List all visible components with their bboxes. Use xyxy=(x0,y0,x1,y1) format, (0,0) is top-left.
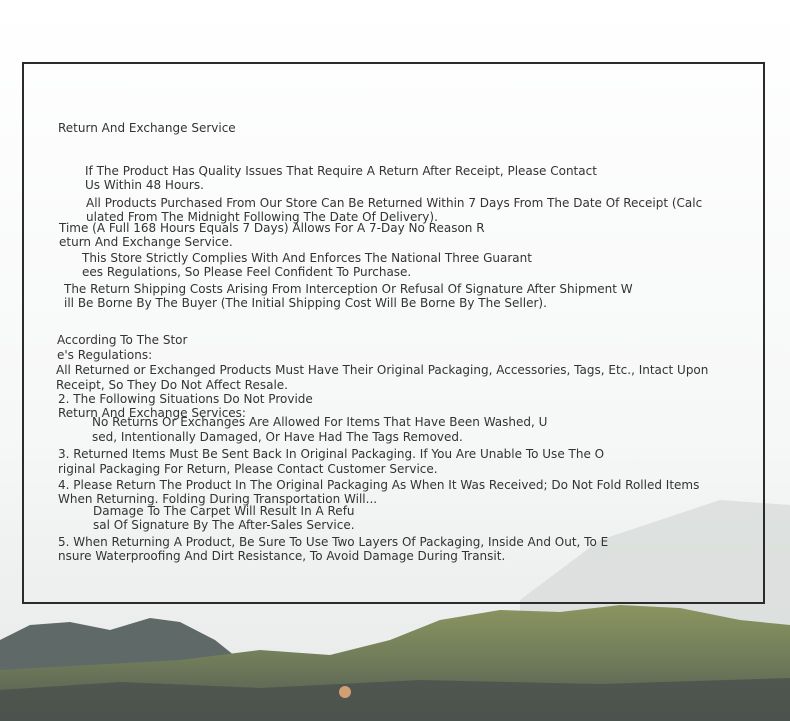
text-line: ulated From The Midnight Following The Date Of Delivery). xyxy=(86,210,438,224)
text-line: Time (A Full 168 Hours Equals 7 Days) Allows For A 7-Day No Reason R xyxy=(59,221,485,235)
section-title: Return And Exchange Service xyxy=(58,121,236,135)
text-line: e's Regulations: xyxy=(57,348,153,362)
text-line: 2. The Following Situations Do Not Provide xyxy=(58,392,313,406)
text-line: This Store Strictly Complies With And Enforces The National Three Guarant xyxy=(82,251,532,265)
text-line: When Returning. Folding During Transportation Will... xyxy=(58,492,378,506)
text-line: sal Of Signature By The After-Sales Service. xyxy=(93,518,355,532)
text-line: 4. Please Return The Product In The Original Packaging As When It Was Received; Do Not Fold Rolled Items xyxy=(58,478,700,492)
text-line: Us Within 48 Hours. xyxy=(85,178,204,192)
text-line: riginal Packaging For Return, Please Contact Customer Service. xyxy=(58,462,438,476)
text-line: Return And Exchange Services: xyxy=(58,406,246,420)
text-line: ill Be Borne By The Buyer (The Initial Shipping Cost Will Be Borne By The Seller). xyxy=(64,296,547,310)
text-line: If The Product Has Quality Issues That Require A Return After Receipt, Please Contact xyxy=(85,164,597,178)
text-line: All Returned or Exchanged Products Must Have Their Original Packaging, Accessories, Tags, Etc., Intact Upon xyxy=(56,363,709,377)
text-line: ees Regulations, So Please Feel Confident To Purchase. xyxy=(82,265,412,279)
text-line: No Returns Or Exchanges Are Allowed For Items That Have Been Washed, U xyxy=(92,415,548,429)
text-line: Receipt, So They Do Not Affect Resale. xyxy=(56,378,288,392)
text-line: The Return Shipping Costs Arising From Interception Or Refusal Of Signature After Shipment W xyxy=(64,282,633,296)
text-line: All Products Purchased From Our Store Can Be Returned Within 7 Days From The Date Of Receipt (Calc xyxy=(86,196,703,210)
text-line: Damage To The Carpet Will Result In A Refu xyxy=(93,504,355,518)
text-line: 3. Returned Items Must Be Sent Back In Original Packaging. If You Are Unable To Use The O xyxy=(58,447,605,461)
text-line: eturn And Exchange Service. xyxy=(59,235,233,249)
text-line: According To The Stor xyxy=(57,333,188,347)
text-line: sed, Intentionally Damaged, Or Have Had The Tags Removed. xyxy=(92,430,463,444)
text-line: nsure Waterproofing And Dirt Resistance, To Avoid Damage During Transit. xyxy=(58,549,506,563)
text-line: 5. When Returning A Product, Be Sure To Use Two Layers Of Packaging, Inside And Out, To E xyxy=(58,535,609,549)
